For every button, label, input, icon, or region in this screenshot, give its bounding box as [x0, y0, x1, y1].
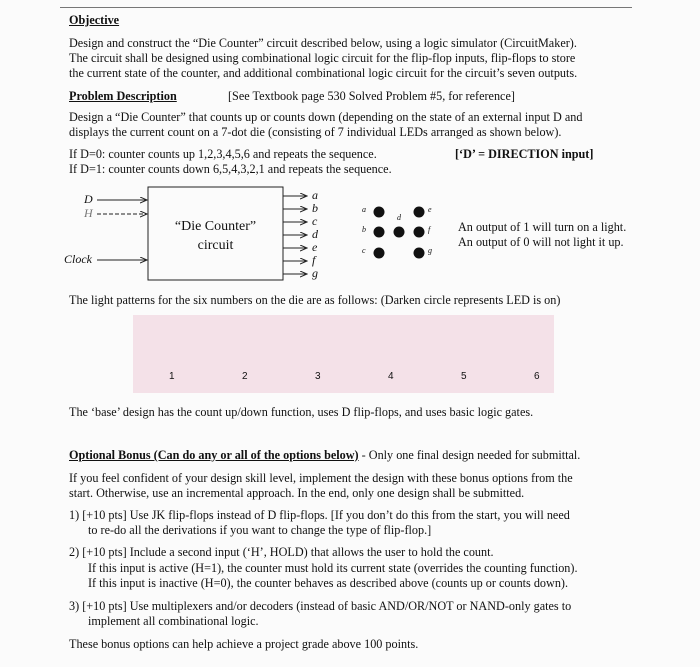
output-label-f: f	[312, 253, 316, 267]
led-label-d: d	[397, 213, 401, 222]
bonus-heading: Optional Bonus (Can do any or all of the options below)	[69, 448, 359, 462]
problem-heading: Problem Description	[69, 89, 177, 103]
problem-reference: [See Textbook page 530 Solved Problem #5, for reference]	[228, 89, 515, 103]
objective-line: Design and construct the “Die Counter” circuit described below, using a logic simulator (CircuitMaker).	[69, 36, 577, 50]
die-face-number: 2	[242, 371, 248, 382]
input-clock-label: Clock	[64, 252, 92, 266]
problem-line: Design a “Die Counter” that counts up or counts down (depending on the state of an external input D and	[69, 110, 583, 124]
input-h-label: H	[84, 206, 93, 220]
led-label-g: g	[428, 246, 432, 255]
led-label-e: e	[428, 205, 432, 214]
output-arrows	[283, 196, 307, 274]
rule-d0: If D=0: counter counts up 1,2,3,4,5,6 and repeats the sequence.	[69, 147, 377, 161]
bonus-item-3-cont: implement all combinational logic.	[88, 614, 259, 628]
bonus-heading-line	[69, 448, 580, 463]
output-label-b: b	[312, 201, 318, 215]
bonus-intro-line: start. Otherwise, use an incremental approach. In the end, only one design shall be submitted.	[69, 486, 525, 500]
circuit-box-title: “Die Counter”	[174, 219, 257, 234]
output-label-a: a	[312, 188, 318, 202]
die-face-number: 4	[388, 371, 394, 382]
led-label-b: b	[362, 225, 366, 234]
led-label-a: a	[362, 205, 366, 214]
bonus-closing: These bonus options can help achieve a project grade above 100 points.	[69, 637, 419, 651]
bonus-item-2-cont: If this input is active (H=1), the counter must hold its current state (overrides the counting function).	[88, 561, 578, 575]
objective-line: the current state of the counter, and additional combinational logic circuit for the circuit’s seven outputs.	[69, 66, 578, 80]
die-face-number: 1	[169, 371, 175, 382]
die-face-number: 3	[315, 371, 321, 382]
bonus-item-1: 1) [+10 pts] Use JK flip-flops instead of D flip-flops. [If you don’t do this from the start, you will need	[69, 508, 570, 522]
output-label-g: g	[312, 266, 318, 280]
output-label-c: c	[312, 214, 318, 228]
die-patterns-panel	[133, 315, 554, 393]
led-note-on: An output of 1 will turn on a light.	[458, 220, 627, 234]
rule-d1: If D=1: counter counts down 6,5,4,3,2,1 and repeats the sequence.	[69, 162, 392, 176]
problem-line: displays the current count on a 7-dot die (consisting of 7 individual LEDs arranged as shown below).	[69, 125, 562, 139]
bonus-intro-line: If you feel confident of your design skill level, implement the design with these bonus options from the	[69, 471, 573, 485]
die-face-number: 5	[461, 371, 467, 382]
input-d-label: D	[84, 192, 93, 206]
bonus-item-2: 2) [+10 pts] Include a second input (‘H’, HOLD) that allows the user to hold the count.	[69, 545, 494, 559]
patterns-intro: The light patterns for the six numbers on the die are as follows: (Darken circle represents LED is on)	[69, 293, 561, 307]
led-note-off: An output of 0 will not light it up.	[458, 235, 624, 249]
base-design-note: The ‘base’ design has the count up/down function, uses D flip-flops, and uses basic logic gates.	[69, 405, 534, 419]
output-label-d: d	[312, 227, 318, 241]
led-label-f: f	[428, 225, 431, 234]
direction-note: [‘D’ = DIRECTION input]	[455, 147, 594, 161]
led-label-c: c	[362, 246, 366, 255]
die-face-number: 6	[534, 371, 540, 382]
bonus-item-1-cont: to re-do all the derivations if you want to change the type of flip-flop.]	[88, 523, 432, 537]
bonus-item-2-cont: If this input is inactive (H=0), the counter behaves as described above (counts up or counts down).	[88, 576, 569, 590]
bonus-heading-tail: - Only one final design needed for submittal.	[358, 448, 581, 462]
circuit-box-subtitle: circuit	[197, 238, 234, 253]
objective-heading: Objective	[69, 13, 120, 27]
bonus-item-3: 3) [+10 pts] Use multiplexers and/or decoders (instead of basic AND/OR/NOT or NAND-only gates to	[69, 599, 572, 613]
output-label-e: e	[312, 240, 318, 254]
objective-line: The circuit shall be designed using combinational logic circuit for the flip-flop inputs, flip-flops to store	[69, 51, 576, 65]
